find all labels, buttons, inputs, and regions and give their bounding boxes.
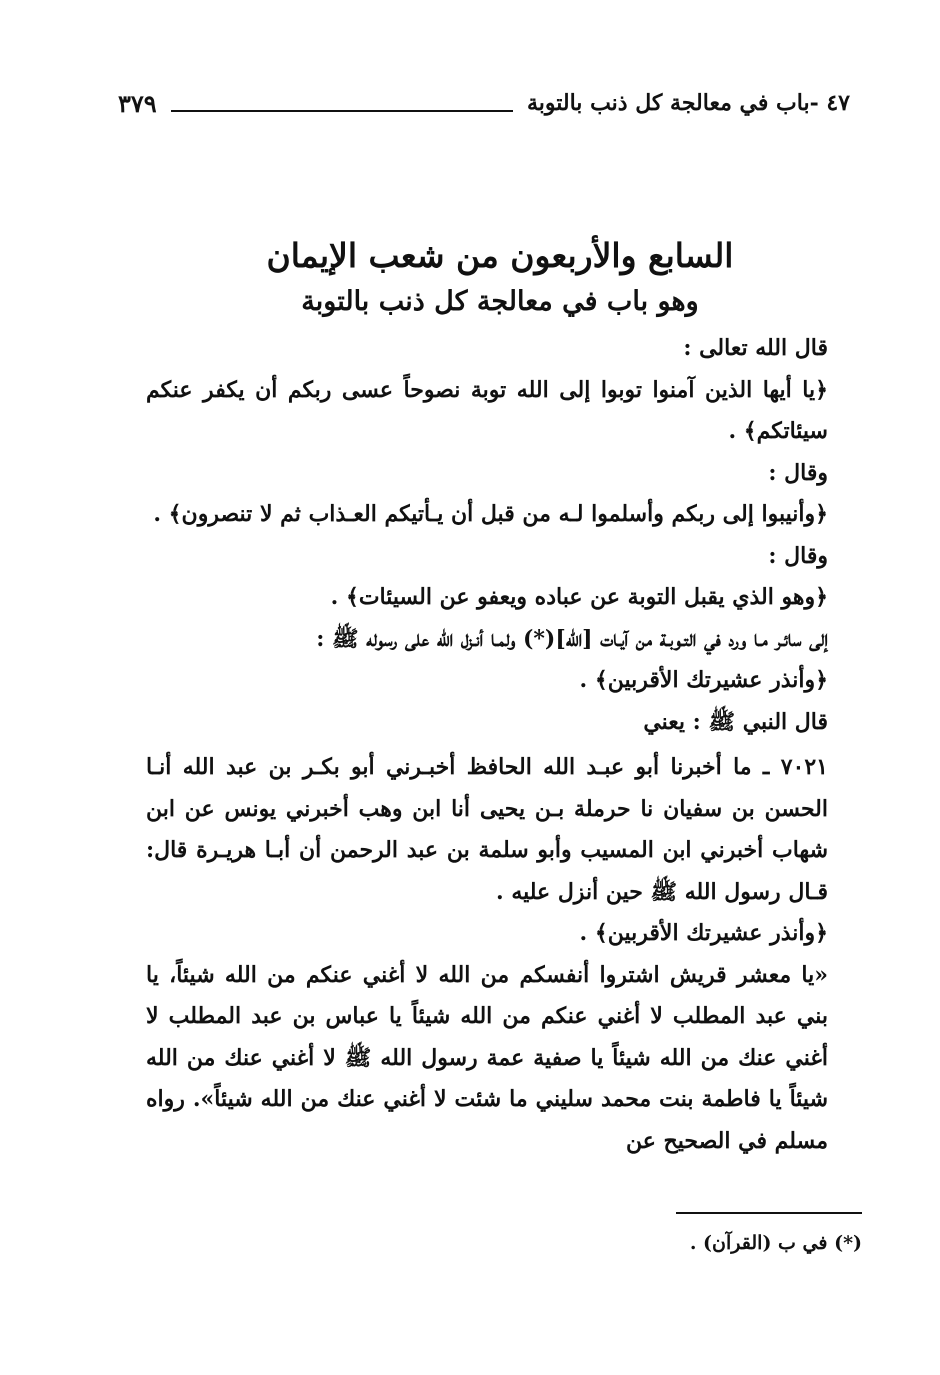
page-number: ٣٧٩ <box>118 88 157 118</box>
hadith-text: «يا معشر قريش اشتروا أنفسكم من الله لا أغني عنكم من الله شيئاً، يا بني عبد المطلب لا أغني عنكم من الله شيئاً يا عباس بن عبد المطلب لا أغني عنك من الله شيئاً يا صفية عمة رسول الله ﷺ لا أغني عنك من الله شيئاً يا فاطمة بنت محمد سليني ما شئت لا أغني عنك من الله شيئاً». رواه مسلم في الصحيح عن <box>146 961 828 1154</box>
quran-verse: ﴿وهو الذي يقبل التوبة عن عباده ويعفو عن السيئات﴾ . <box>330 584 828 610</box>
paragraph: قال النبي ﷺ : يعني <box>643 708 828 735</box>
quran-verse: ﴿يا أيها الذين آمنوا توبوا إلى الله توبة نصوحاً عسى ربكم أن يكفر عنكم سيئاتكم﴾ . <box>146 376 828 444</box>
quran-verse: ﴿وأنذر عشيرتك الأقربين﴾ . <box>579 920 828 946</box>
footnote: (*) في ب (القرآن) . <box>689 1232 862 1254</box>
quran-verse: ﴿وأنذر عشيرتك الأقربين﴾ . <box>579 667 828 693</box>
sub-title: وهو باب في معالجة كل ذنب بالتوبة <box>301 286 699 317</box>
main-title: السابع والأربعون من شعب الإيمان <box>266 236 734 275</box>
paragraph: قال الله تعالى : <box>683 335 828 361</box>
paragraph: إلى سائـر مـا ورد في التـوبـة من آيـات [الله](*) ولمـا أنـزل الله على رسوله ﷺ : <box>316 625 828 652</box>
paragraph: وقال : <box>768 542 828 569</box>
header-rule <box>171 110 513 112</box>
running-header <box>118 86 850 120</box>
quran-verse: ﴿وأنيبوا إلى ربكم وأسلموا لـه من قبل أن يـأتيكم العـذاب ثم لا تنصرون﴾ . <box>153 501 828 527</box>
title-block <box>140 232 860 324</box>
hadith-paragraph: ٧٠٢١ ـ ما أخبرنا أبو عبـد الله الحافظ أخبـرني أبو بكـر بن عبد الله أنـا الحسن بن سفيان نا حرملة بـن يحيى أنا ابن وهب أخبرني يونس عن ابن شهاب أخبرني ابن المسيب وأبو سلمة بن عبد الرحمن أن أبـا هريـرة قال: قـال رسول الله ﷺ حين أنزل عليه . <box>146 754 828 905</box>
paragraph: وقال : <box>768 459 828 486</box>
footnote-rule <box>676 1212 862 1214</box>
body-text <box>146 328 862 1162</box>
chapter-heading: ٤٧ -باب في معالجة كل ذنب بالتوبة <box>526 90 850 116</box>
